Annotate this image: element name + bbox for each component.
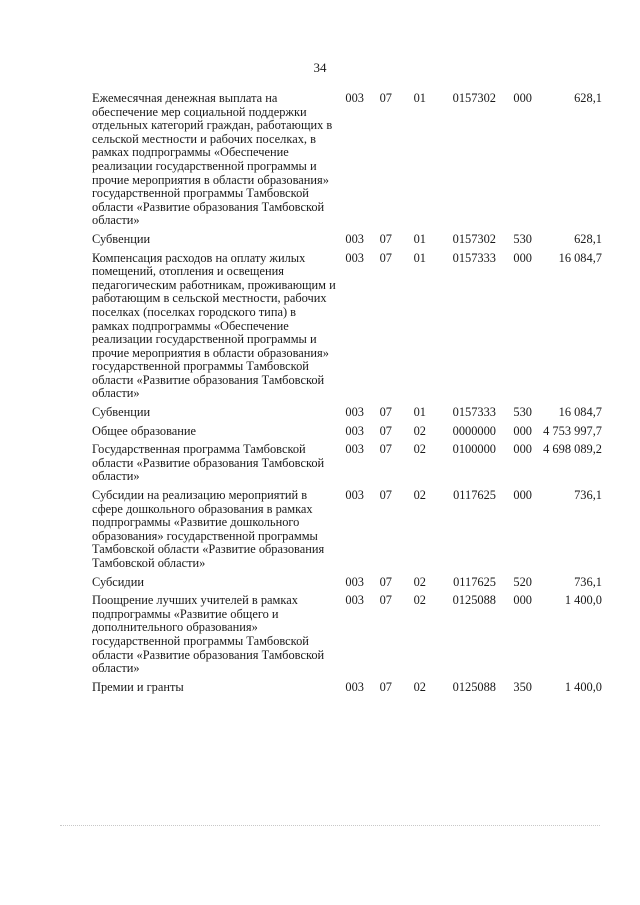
section-code: 07 <box>379 91 392 105</box>
ministry-code: 003 <box>345 231 364 246</box>
row-name: Субсидии <box>92 574 144 589</box>
ministry-code: 003 <box>345 574 364 589</box>
expense-type-code: 000 <box>513 250 532 265</box>
table-row <box>92 92 602 233</box>
table-row <box>92 252 602 407</box>
target-article-code: 0000000 <box>452 423 496 438</box>
subsection-code: 02 <box>413 442 426 457</box>
expense-type-code: 000 <box>513 593 532 608</box>
target-article-code: 0157302 <box>452 231 496 246</box>
subsection-code: 01 <box>413 91 426 105</box>
table-row <box>92 443 602 489</box>
amount: 1 400,0 <box>564 593 602 608</box>
section-code: 07 <box>379 442 392 457</box>
target-article-code: 0100000 <box>452 442 496 457</box>
budget-table-body <box>92 92 602 699</box>
subsection-code: 02 <box>413 488 426 503</box>
target-article-code: 0157333 <box>452 250 496 265</box>
amount: 628,1 <box>574 231 602 246</box>
expense-type-code: 350 <box>513 679 532 694</box>
subsection-code: 02 <box>413 423 426 438</box>
expense-type-code: 000 <box>513 442 532 457</box>
row-name: Ежемесячная денежная выплата на обеспечение мер социальной поддержки отдельных категорий граждан, работающих в сельской местности и рабочих поселках, в рамках подпрограммы «Обеспечение реализации государственной программы и прочие мероприятия в области образования» государственной программы Тамбовской области «Развитие образования Тамбовской области» <box>92 91 333 228</box>
budget-table <box>92 92 602 699</box>
section-code: 07 <box>379 405 392 420</box>
expense-type-code: 000 <box>513 423 532 438</box>
ministry-code: 003 <box>345 488 364 503</box>
subsection-code: 01 <box>413 250 426 265</box>
amount: 4 753 997,7 <box>543 423 602 438</box>
section-code: 07 <box>379 488 392 503</box>
target-article-code: 0125088 <box>452 593 496 608</box>
amount: 736,1 <box>574 488 602 503</box>
expense-type-code: 530 <box>513 405 532 420</box>
table-row <box>92 594 602 681</box>
row-name: Субвенции <box>92 405 151 420</box>
subsection-code: 02 <box>413 593 426 608</box>
amount: 1 400,0 <box>564 679 602 694</box>
target-article-code: 0157333 <box>452 405 496 420</box>
ministry-code: 003 <box>345 442 364 457</box>
ministry-code: 003 <box>345 405 364 420</box>
expense-type-code: 520 <box>513 574 532 589</box>
subsection-code: 01 <box>413 231 426 246</box>
expense-type-code: 000 <box>513 91 532 105</box>
amount: 16 084,7 <box>558 250 602 265</box>
section-code: 07 <box>379 593 392 608</box>
row-name: Субвенции <box>92 231 151 246</box>
bottom-dotted-line <box>60 825 600 828</box>
row-name: Премии и гранты <box>92 679 184 694</box>
section-code: 07 <box>379 679 392 694</box>
target-article-code: 0157302 <box>452 91 496 105</box>
table-row <box>92 406 602 425</box>
row-name: Компенсация расходов на оплату жилых помещений, отопления и освещения педагогическим работникам, проживающим и работающим в сельской местности, рабочих поселках (поселках городского типа) в рамках подпрограммы «Обеспечение реализации государственной программы и прочие мероприятия в области образования» государственной программы Тамбовской области «Развитие образования Тамбовской области» <box>92 250 336 401</box>
table-row <box>92 576 602 595</box>
amount: 736,1 <box>574 574 602 589</box>
expense-type-code: 530 <box>513 231 532 246</box>
ministry-code: 003 <box>345 423 364 438</box>
amount: 4 698 089,2 <box>543 442 602 457</box>
target-article-code: 0117625 <box>453 574 496 589</box>
row-name: Общее образование <box>92 423 197 438</box>
subsection-code: 02 <box>413 574 426 589</box>
ministry-code: 003 <box>345 250 364 265</box>
subsection-code: 02 <box>413 679 426 694</box>
amount: 628,1 <box>574 91 602 105</box>
table-row <box>92 233 602 252</box>
expense-type-code: 000 <box>513 488 532 503</box>
section-code: 07 <box>379 250 392 265</box>
ministry-code: 003 <box>345 593 364 608</box>
table-row <box>92 681 602 700</box>
target-article-code: 0125088 <box>452 679 496 694</box>
row-name: Государственная программа Тамбовской области «Развитие образования Тамбовской области» <box>92 442 325 484</box>
section-code: 07 <box>379 423 392 438</box>
row-name: Поощрение лучших учителей в рамках подпрограммы «Развитие общего и дополнительного образования» государственной программы Тамбовской области «Развитие образования Тамбовской области» <box>92 593 325 676</box>
table-row <box>92 425 602 444</box>
ministry-code: 003 <box>345 91 364 105</box>
page-number: 34 <box>313 60 327 75</box>
subsection-code: 01 <box>413 405 426 420</box>
section-code: 07 <box>379 574 392 589</box>
ministry-code: 003 <box>345 679 364 694</box>
row-name: Субсидии на реализацию мероприятий в сфере дошкольного образования в рамках подпрограммы «Развитие дошкольного образования» государственной программы Тамбовской области «Развитие образования Тамбовской области» <box>92 488 325 570</box>
target-article-code: 0117625 <box>453 488 496 503</box>
table-row <box>92 489 602 576</box>
amount: 16 084,7 <box>558 405 602 420</box>
section-code: 07 <box>379 231 392 246</box>
